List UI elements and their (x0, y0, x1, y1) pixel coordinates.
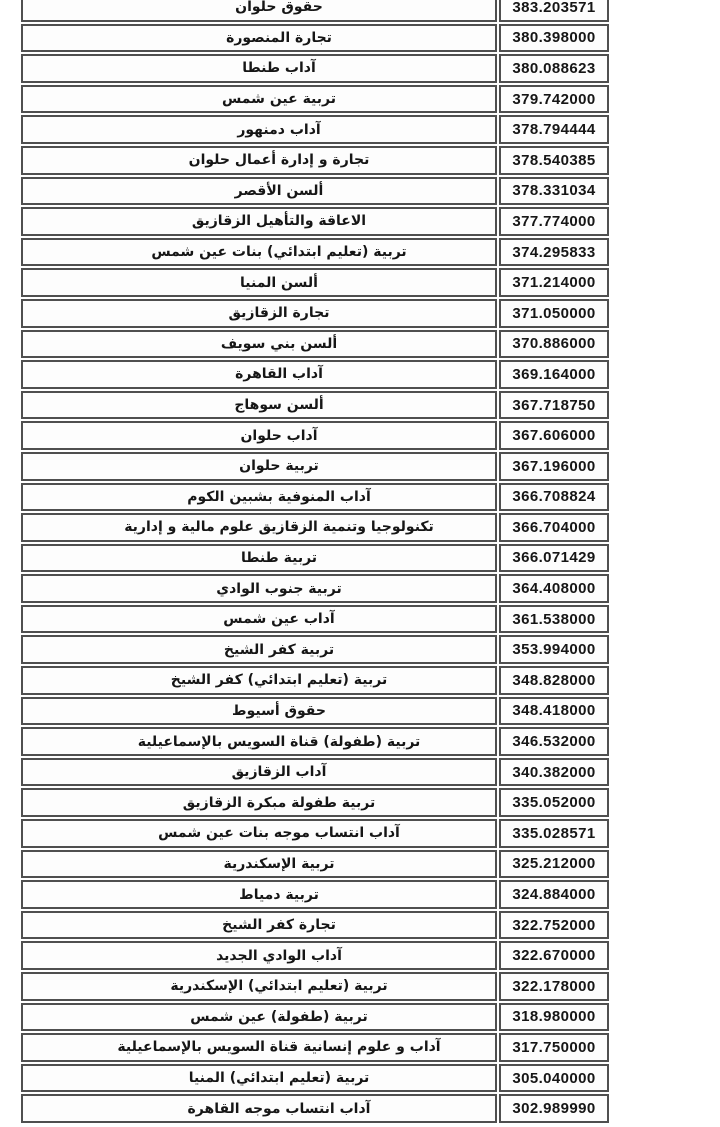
table-row (21, 697, 609, 726)
table-row (21, 605, 609, 634)
score-cell: 367.606000 (499, 421, 609, 450)
score-cell: 348.418000 (499, 697, 609, 726)
table-row (21, 483, 609, 512)
score-cell: 367.196000 (499, 452, 609, 481)
score-cell: 317.750000 (499, 1033, 609, 1062)
faculty-name-cell: تربية (طفولة) قناة السويس بالإسماعيلية (21, 727, 497, 756)
score-cell: 302.989990 (499, 1094, 609, 1123)
score-cell: 378.540385 (499, 146, 609, 175)
faculty-name-cell: تربية (تعليم ابتدائي) كفر الشيخ (21, 666, 497, 695)
scores-table (19, 0, 611, 1125)
table-row (21, 238, 609, 267)
table-row (21, 635, 609, 664)
faculty-name-cell: آداب انتساب موجه بنات عين شمس (21, 819, 497, 848)
faculty-name-cell: حقوق حلوان (21, 0, 497, 22)
faculty-name-cell: تجارة الزقازيق (21, 299, 497, 328)
score-cell: 322.178000 (499, 972, 609, 1001)
faculty-name-cell: ألسن المنيا (21, 268, 497, 297)
faculty-name-cell: آداب المنوفية بشبين الكوم (21, 483, 497, 512)
faculty-name-cell: ألسن سوهاج (21, 391, 497, 420)
faculty-name-cell: تربية حلوان (21, 452, 497, 481)
table-row (21, 666, 609, 695)
table-row (21, 1064, 609, 1093)
score-cell: 340.382000 (499, 758, 609, 787)
table-row (21, 544, 609, 573)
table-row (21, 788, 609, 817)
table-row (21, 758, 609, 787)
table-row (21, 727, 609, 756)
table-row (21, 146, 609, 175)
table-row (21, 574, 609, 603)
faculty-name-cell: تربية (تعليم ابتدائي) بنات عين شمس (21, 238, 497, 267)
faculty-name-cell: تجارة كفر الشيخ (21, 911, 497, 940)
score-cell: 383.203571 (499, 0, 609, 22)
faculty-name-cell: آداب و علوم إنسانية قناة السويس بالإسماعيلية (21, 1033, 497, 1062)
score-cell: 380.398000 (499, 24, 609, 53)
table-row (21, 360, 609, 389)
score-cell: 361.538000 (499, 605, 609, 634)
table-row (21, 0, 609, 22)
score-cell: 353.994000 (499, 635, 609, 664)
faculty-name-cell: آداب القاهرة (21, 360, 497, 389)
score-cell: 366.704000 (499, 513, 609, 542)
table-row (21, 115, 609, 144)
faculty-name-cell: آداب الزقازيق (21, 758, 497, 787)
faculty-name-cell: تربية عين شمس (21, 85, 497, 114)
faculty-name-cell: تربية دمياط (21, 880, 497, 909)
table-row (21, 391, 609, 420)
table-row (21, 911, 609, 940)
score-cell: 379.742000 (499, 85, 609, 114)
faculty-name-cell: تجارة و إدارة أعمال حلوان (21, 146, 497, 175)
scores-table-body (21, 0, 609, 1123)
score-cell: 335.028571 (499, 819, 609, 848)
table-row (21, 299, 609, 328)
table-row (21, 819, 609, 848)
faculty-name-cell: آداب دمنهور (21, 115, 497, 144)
score-cell: 370.886000 (499, 330, 609, 359)
table-row (21, 1033, 609, 1062)
score-cell: 371.050000 (499, 299, 609, 328)
faculty-name-cell: آداب انتساب موجه القاهرة (21, 1094, 497, 1123)
score-cell: 369.164000 (499, 360, 609, 389)
table-row (21, 941, 609, 970)
table-row (21, 421, 609, 450)
table-row (21, 880, 609, 909)
score-cell: 366.708824 (499, 483, 609, 512)
table-row (21, 177, 609, 206)
faculty-name-cell: تربية طفولة مبكرة الزقازيق (21, 788, 497, 817)
faculty-name-cell: تربية (طفولة) عين شمس (21, 1003, 497, 1032)
faculty-name-cell: تربية جنوب الوادي (21, 574, 497, 603)
faculty-name-cell: تربية (تعليم ابتدائي) المنيا (21, 1064, 497, 1093)
table-row (21, 330, 609, 359)
faculty-name-cell: تجارة المنصورة (21, 24, 497, 53)
table-row (21, 972, 609, 1001)
faculty-name-cell: آداب حلوان (21, 421, 497, 450)
faculty-name-cell: تكنولوجيا وتنمية الزقازيق علوم مالية و إدارية (21, 513, 497, 542)
faculty-name-cell: تربية طنطا (21, 544, 497, 573)
table-row (21, 24, 609, 53)
score-cell: 318.980000 (499, 1003, 609, 1032)
faculty-name-cell: آداب الوادي الجديد (21, 941, 497, 970)
score-cell: 325.212000 (499, 850, 609, 879)
table-row (21, 268, 609, 297)
table-row (21, 207, 609, 236)
score-cell: 322.752000 (499, 911, 609, 940)
faculty-name-cell: تربية (تعليم ابتدائي) الإسكندرية (21, 972, 497, 1001)
faculty-name-cell: تربية كفر الشيخ (21, 635, 497, 664)
faculty-name-cell: آداب طنطا (21, 54, 497, 83)
score-cell: 378.794444 (499, 115, 609, 144)
score-cell: 366.071429 (499, 544, 609, 573)
faculty-name-cell: ألسن الأقصر (21, 177, 497, 206)
table-row (21, 54, 609, 83)
faculty-name-cell: حقوق أسيوط (21, 697, 497, 726)
score-cell: 364.408000 (499, 574, 609, 603)
table-row (21, 513, 609, 542)
score-cell: 378.331034 (499, 177, 609, 206)
score-cell: 348.828000 (499, 666, 609, 695)
table-row (21, 1094, 609, 1123)
faculty-name-cell: تربية الإسكندرية (21, 850, 497, 879)
score-cell: 367.718750 (499, 391, 609, 420)
score-cell: 371.214000 (499, 268, 609, 297)
score-cell: 305.040000 (499, 1064, 609, 1093)
score-cell: 374.295833 (499, 238, 609, 267)
score-cell: 322.670000 (499, 941, 609, 970)
score-cell: 346.532000 (499, 727, 609, 756)
score-cell: 380.088623 (499, 54, 609, 83)
score-cell: 377.774000 (499, 207, 609, 236)
table-row (21, 1003, 609, 1032)
score-cell: 335.052000 (499, 788, 609, 817)
table-row (21, 850, 609, 879)
faculty-name-cell: ألسن بني سويف (21, 330, 497, 359)
faculty-name-cell: آداب عين شمس (21, 605, 497, 634)
table-row (21, 452, 609, 481)
table-row (21, 85, 609, 114)
faculty-name-cell: الاعاقة والتأهيل الزقازيق (21, 207, 497, 236)
score-cell: 324.884000 (499, 880, 609, 909)
